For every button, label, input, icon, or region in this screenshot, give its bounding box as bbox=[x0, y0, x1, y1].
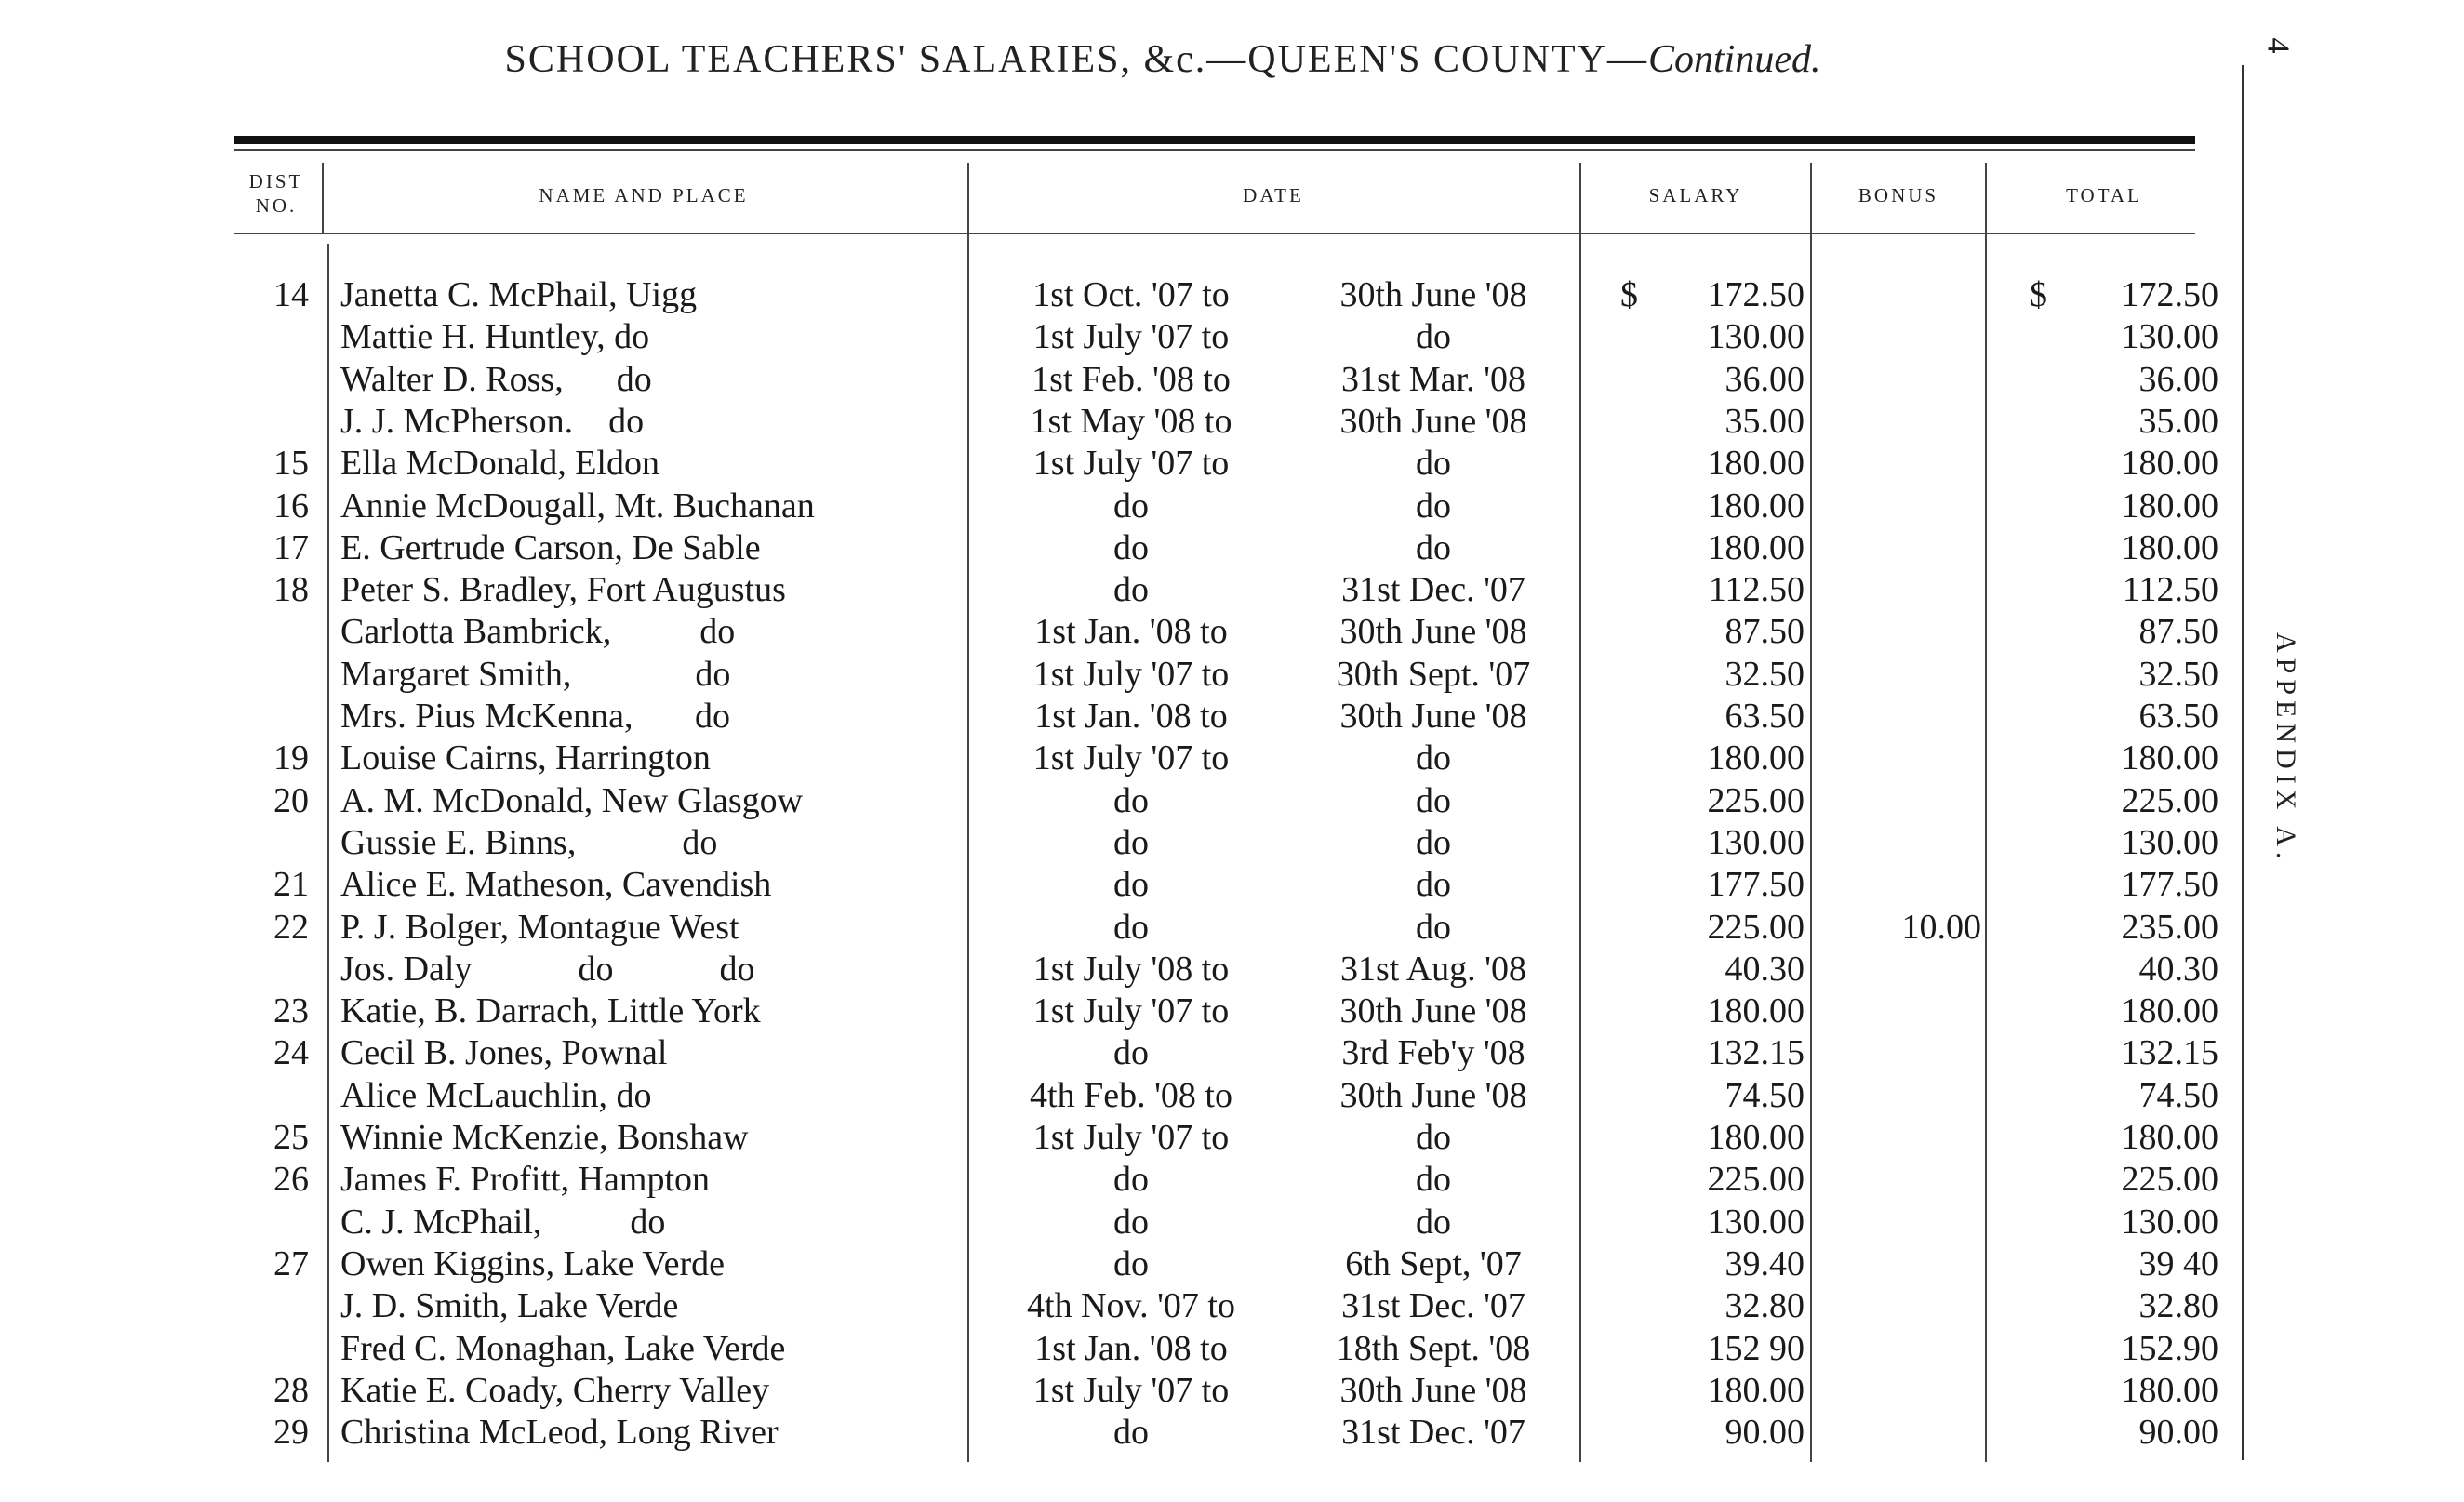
name-cell: Ella McDonald, Eldon bbox=[340, 444, 659, 484]
table-row bbox=[0, 780, 2232, 822]
salary-cell: 177.50 bbox=[1707, 865, 1805, 905]
name-cell: Katie, B. Darrach, Little York bbox=[340, 991, 761, 1031]
date-to-cell: 30th June '08 bbox=[1339, 1370, 1527, 1410]
header-rule-thin bbox=[234, 149, 2195, 151]
dist-header-line1: DIST bbox=[248, 170, 304, 193]
name-cell: Gussie E. Binns, do bbox=[340, 822, 718, 862]
date-to-cell: do bbox=[1416, 1118, 1451, 1157]
table-row bbox=[0, 316, 2232, 358]
dist-cell: 19 bbox=[273, 738, 309, 778]
dist-cell: 18 bbox=[273, 570, 309, 610]
dist-cell: 22 bbox=[273, 907, 309, 947]
date-from-cell: 1st Feb. '08 to bbox=[1032, 359, 1231, 399]
dist-cell: 20 bbox=[273, 780, 309, 820]
date-header: DATE bbox=[1243, 184, 1304, 206]
total-cell: 152.90 bbox=[2121, 1328, 2218, 1368]
date-from-cell: 4th Nov. '07 to bbox=[1027, 1286, 1235, 1326]
date-from-cell: 4th Feb. '08 to bbox=[1030, 1075, 1232, 1115]
dist-cell: 21 bbox=[273, 865, 309, 905]
date-to-cell: 31st Aug. '08 bbox=[1339, 949, 1527, 989]
dist-cell: 28 bbox=[273, 1370, 309, 1410]
salary-cell: 225.00 bbox=[1707, 907, 1805, 947]
table-row bbox=[0, 1285, 2232, 1327]
total-cell: 225.00 bbox=[2121, 1160, 2218, 1200]
table-row bbox=[0, 527, 2232, 569]
salary-cell: 172.50 bbox=[1707, 275, 1805, 314]
salary-cell: 32.80 bbox=[1725, 1286, 1805, 1326]
dist-cell: 24 bbox=[273, 1033, 309, 1073]
name-cell: Walter D. Ross, do bbox=[340, 359, 652, 399]
date-from-cell: 1st July '07 to bbox=[1032, 654, 1230, 694]
table-row bbox=[0, 1032, 2232, 1074]
date-to-cell: do bbox=[1416, 822, 1451, 862]
date-from-cell: do bbox=[1113, 1202, 1149, 1242]
date-from-cell: do bbox=[1113, 1160, 1149, 1200]
table-row bbox=[0, 949, 2232, 990]
total-cell: 130.00 bbox=[2121, 822, 2218, 862]
salary-cell: 90.00 bbox=[1725, 1413, 1805, 1453]
date-to-cell: 18th Sept. '08 bbox=[1336, 1328, 1531, 1368]
total-cell: 36.00 bbox=[2138, 359, 2218, 399]
date-to-cell: 30th June '08 bbox=[1339, 991, 1527, 1031]
salary-cell: 180.00 bbox=[1707, 527, 1805, 567]
date-to-cell: 30th June '08 bbox=[1339, 1075, 1527, 1115]
table-row bbox=[0, 907, 2232, 949]
name-cell: J. J. McPherson. do bbox=[340, 401, 645, 441]
date-from-cell: 1st Jan. '08 to bbox=[1034, 612, 1228, 652]
header-rule-thick bbox=[234, 136, 2195, 144]
date-from-cell: do bbox=[1113, 865, 1149, 905]
title-continued: Continued. bbox=[1648, 38, 1821, 81]
column-header-rule bbox=[234, 233, 2195, 234]
date-to-cell: 31st Dec. '07 bbox=[1341, 570, 1525, 610]
date-to-cell: 30th June '08 bbox=[1339, 612, 1527, 652]
total-cell: 177.50 bbox=[2121, 865, 2218, 905]
date-from-cell: do bbox=[1113, 485, 1149, 525]
salary-cell: 74.50 bbox=[1725, 1075, 1805, 1115]
total-cell: 180.00 bbox=[2121, 444, 2218, 484]
bonus-cell: 10.00 bbox=[1901, 907, 1981, 947]
dist-header-line2: NO. bbox=[255, 194, 298, 217]
date-to-cell: 30th June '08 bbox=[1339, 275, 1527, 314]
appendix-label: APPENDIX A. bbox=[2271, 632, 2301, 865]
total-cell: 172.50 bbox=[2121, 275, 2218, 314]
dist-cell: 16 bbox=[273, 485, 309, 525]
name-cell: Winnie McKenzie, Bonshaw bbox=[340, 1118, 749, 1157]
name-cell: Carlotta Bambrick, do bbox=[340, 612, 736, 652]
table-row bbox=[0, 1075, 2232, 1117]
date-from-cell: do bbox=[1113, 527, 1149, 567]
date-to-cell: do bbox=[1416, 317, 1451, 357]
date-to-cell: do bbox=[1416, 865, 1451, 905]
name-cell: Janetta C. McPhail, Uigg bbox=[340, 275, 698, 314]
name-cell: Owen Kiggins, Lake Verde bbox=[340, 1243, 725, 1283]
date-from-cell: 1st Oct. '07 to bbox=[1032, 275, 1230, 314]
date-to-cell: 31st Dec. '07 bbox=[1341, 1286, 1525, 1326]
name-cell: A. M. McDonald, New Glasgow bbox=[340, 780, 804, 820]
date-from-cell: 1st July '07 to bbox=[1032, 738, 1230, 778]
total-cell: 180.00 bbox=[2121, 991, 2218, 1031]
name-cell: Annie McDougall, Mt. Buchanan bbox=[340, 485, 815, 525]
table-row bbox=[0, 401, 2232, 443]
date-to-cell: 3rd Feb'y '08 bbox=[1341, 1033, 1525, 1073]
table-row bbox=[0, 611, 2232, 653]
total-cell: 39 40 bbox=[2138, 1243, 2218, 1283]
total-cell: 235.00 bbox=[2121, 907, 2218, 947]
dist-cell: 14 bbox=[273, 275, 309, 314]
dist-header bbox=[244, 169, 309, 218]
salary-cell: 130.00 bbox=[1707, 317, 1805, 357]
name-cell: Cecil B. Jones, Pownal bbox=[340, 1033, 668, 1073]
salary-cell: 130.00 bbox=[1707, 822, 1805, 862]
total-cell: 40.30 bbox=[2138, 949, 2218, 989]
name-cell: J. D. Smith, Lake Verde bbox=[340, 1286, 679, 1326]
total-cell: 32.50 bbox=[2138, 654, 2218, 694]
table-row bbox=[0, 1328, 2232, 1370]
name-cell: Jos. Daly do do bbox=[340, 949, 755, 989]
dist-cell: 29 bbox=[273, 1413, 309, 1453]
salary-cell: 130.00 bbox=[1707, 1202, 1805, 1242]
date-from-cell: do bbox=[1113, 1243, 1149, 1283]
date-from-cell: 1st July '07 to bbox=[1032, 1370, 1230, 1410]
table-row bbox=[0, 443, 2232, 485]
total-cell: 130.00 bbox=[2121, 1202, 2218, 1242]
date-from-cell: 1st July '08 to bbox=[1032, 949, 1230, 989]
table-row bbox=[0, 1243, 2232, 1285]
name-cell: Mrs. Pius McKenna, do bbox=[340, 697, 731, 736]
total-cell: 180.00 bbox=[2121, 527, 2218, 567]
margin-rule bbox=[2242, 65, 2244, 1460]
dist-cell: 23 bbox=[273, 991, 309, 1031]
col-rule-dist-head bbox=[322, 163, 324, 233]
date-from-cell: 1st Jan. '08 to bbox=[1034, 697, 1228, 736]
salary-cell: 63.50 bbox=[1725, 697, 1805, 736]
total-cell: 74.50 bbox=[2138, 1075, 2218, 1115]
date-to-cell: do bbox=[1416, 527, 1451, 567]
date-from-cell: 1st July '07 to bbox=[1032, 991, 1230, 1031]
total-header: TOTAL bbox=[2066, 184, 2142, 206]
table-row bbox=[0, 485, 2232, 527]
total-cell: 32.80 bbox=[2138, 1286, 2218, 1326]
page-number: 4 bbox=[2260, 37, 2296, 54]
table-row bbox=[0, 1202, 2232, 1243]
total-cell: 180.00 bbox=[2121, 485, 2218, 525]
salary-cell: 39.40 bbox=[1725, 1243, 1805, 1283]
date-to-cell: do bbox=[1416, 907, 1451, 947]
bonus-header: BONUS bbox=[1858, 184, 1939, 206]
salary-cell: 35.00 bbox=[1725, 401, 1805, 441]
title-text: SCHOOL TEACHERS' SALARIES, &c.—QUEEN'S COUNTY— bbox=[504, 38, 1648, 81]
table-row bbox=[0, 864, 2232, 906]
salary-cell: 225.00 bbox=[1707, 1160, 1805, 1200]
salary-cell: 180.00 bbox=[1707, 991, 1805, 1031]
name-header: NAME AND PLACE bbox=[539, 184, 749, 206]
salary-cell: 225.00 bbox=[1707, 780, 1805, 820]
total-cell: 180.00 bbox=[2121, 1118, 2218, 1157]
dist-cell: 26 bbox=[273, 1160, 309, 1200]
salary-cell: 180.00 bbox=[1707, 738, 1805, 778]
date-from-cell: do bbox=[1113, 1413, 1149, 1453]
total-cell: 63.50 bbox=[2138, 697, 2218, 736]
table-row bbox=[0, 990, 2232, 1032]
table-row bbox=[0, 569, 2232, 611]
table-row bbox=[0, 359, 2232, 401]
total-cell: 90.00 bbox=[2138, 1413, 2218, 1453]
total-cell: 180.00 bbox=[2121, 1370, 2218, 1410]
table-row bbox=[0, 696, 2232, 738]
page-title bbox=[233, 37, 2093, 82]
total-cell: 35.00 bbox=[2138, 401, 2218, 441]
salary-cell: 180.00 bbox=[1707, 1370, 1805, 1410]
name-cell: Alice McLauchlin, do bbox=[340, 1075, 652, 1115]
name-cell: Fred C. Monaghan, Lake Verde bbox=[340, 1328, 786, 1368]
table-row bbox=[0, 822, 2232, 864]
name-cell: Katie E. Coady, Cherry Valley bbox=[340, 1370, 770, 1410]
dist-cell: 17 bbox=[273, 527, 309, 567]
date-to-cell: 31st Mar. '08 bbox=[1341, 359, 1525, 399]
date-to-cell: 30th June '08 bbox=[1339, 697, 1527, 736]
currency-symbol: $ bbox=[2030, 275, 2047, 314]
date-to-cell: do bbox=[1416, 485, 1451, 525]
name-cell: Margaret Smith, do bbox=[340, 654, 731, 694]
salary-cell: 36.00 bbox=[1725, 359, 1805, 399]
name-cell: Alice E. Matheson, Cavendish bbox=[340, 865, 772, 905]
name-cell: P. J. Bolger, Montague West bbox=[340, 907, 739, 947]
date-to-cell: do bbox=[1416, 738, 1451, 778]
date-to-cell: do bbox=[1416, 1160, 1451, 1200]
dist-cell: 27 bbox=[273, 1243, 309, 1283]
total-cell: 180.00 bbox=[2121, 738, 2218, 778]
date-from-cell: do bbox=[1113, 570, 1149, 610]
name-cell: E. Gertrude Carson, De Sable bbox=[340, 527, 761, 567]
date-from-cell: 1st July '07 to bbox=[1032, 1118, 1230, 1157]
date-from-cell: do bbox=[1113, 907, 1149, 947]
salary-cell: 112.50 bbox=[1708, 570, 1805, 610]
salary-cell: 132.15 bbox=[1707, 1033, 1805, 1073]
total-cell: 225.00 bbox=[2121, 780, 2218, 820]
date-to-cell: 30th June '08 bbox=[1339, 401, 1527, 441]
date-to-cell: do bbox=[1416, 444, 1451, 484]
salary-cell: 180.00 bbox=[1707, 444, 1805, 484]
table-row bbox=[0, 1412, 2232, 1454]
date-to-cell: 30th Sept. '07 bbox=[1336, 654, 1531, 694]
date-from-cell: 1st May '08 to bbox=[1030, 401, 1232, 441]
total-cell: 87.50 bbox=[2138, 612, 2218, 652]
salary-cell: 87.50 bbox=[1725, 612, 1805, 652]
salary-cell: 180.00 bbox=[1707, 1118, 1805, 1157]
total-cell: 130.00 bbox=[2121, 317, 2218, 357]
date-from-cell: 1st July '07 to bbox=[1032, 444, 1230, 484]
date-from-cell: 1st July '07 to bbox=[1032, 317, 1230, 357]
table-row bbox=[0, 274, 2232, 316]
date-from-cell: do bbox=[1113, 1033, 1149, 1073]
name-cell: James F. Profitt, Hampton bbox=[340, 1160, 710, 1200]
salary-cell: 32.50 bbox=[1725, 654, 1805, 694]
salary-cell: 40.30 bbox=[1725, 949, 1805, 989]
dist-cell: 25 bbox=[273, 1118, 309, 1157]
date-from-cell: 1st Jan. '08 to bbox=[1034, 1328, 1228, 1368]
currency-symbol: $ bbox=[1620, 275, 1638, 314]
name-cell: Peter S. Bradley, Fort Augustus bbox=[340, 570, 786, 610]
salary-cell: 152 90 bbox=[1707, 1328, 1805, 1368]
name-cell: C. J. McPhail, do bbox=[340, 1202, 666, 1242]
table-row bbox=[0, 1117, 2232, 1159]
date-to-cell: do bbox=[1416, 780, 1451, 820]
name-cell: Christina McLeod, Long River bbox=[340, 1413, 779, 1453]
date-to-cell: do bbox=[1416, 1202, 1451, 1242]
date-from-cell: do bbox=[1113, 780, 1149, 820]
table-row bbox=[0, 654, 2232, 696]
total-cell: 112.50 bbox=[2122, 570, 2218, 610]
date-from-cell: do bbox=[1113, 822, 1149, 862]
name-cell: Mattie H. Huntley, do bbox=[340, 317, 650, 357]
table-row bbox=[0, 738, 2232, 779]
salary-header: SALARY bbox=[1648, 184, 1743, 206]
salary-cell: 180.00 bbox=[1707, 485, 1805, 525]
date-to-cell: 6th Sept, '07 bbox=[1345, 1243, 1522, 1283]
total-cell: 132.15 bbox=[2121, 1033, 2218, 1073]
table-row bbox=[0, 1159, 2232, 1201]
name-cell: Louise Cairns, Harrington bbox=[340, 738, 711, 778]
dist-cell: 15 bbox=[273, 444, 309, 484]
table-row bbox=[0, 1370, 2232, 1412]
date-to-cell: 31st Dec. '07 bbox=[1341, 1413, 1525, 1453]
